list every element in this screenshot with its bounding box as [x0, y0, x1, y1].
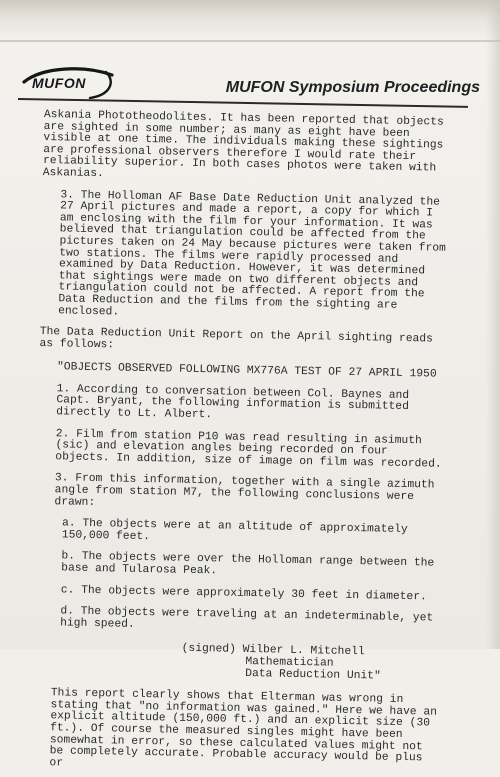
quote-item-1: 1. According to conversation between Col. Baynes and Capt. Bryant, the following information is submitted directly to Lt. Albert.	[56, 383, 410, 422]
document-content	[31, 110, 452, 777]
paragraph-4: This report clearly shows that Elterman was wrong in stating that "no information was gained." Here we have an explicit altitude (150,000 ft.) and an explicit size (30 ft.). Of course the measured singles might have been somewhat in error, so these calculated values might not be completely accurate. Probable accuracy would be plus or	[49, 687, 438, 770]
quote-item-d: d. The objects were traveling at an indeterminable, yet high speed.	[60, 605, 434, 631]
page-right-edge	[486, 0, 500, 649]
paragraph-3: The Data Reduction Unit Report on the April sighting reads as follows:	[39, 326, 433, 352]
quote-heading: "OBJECTS OBSERVED FOLLOWING MX776A TEST OF 27 APRIL 1950	[56, 361, 437, 381]
mufon-logo	[18, 64, 116, 100]
paragraph-2: 3. The Holloman AF Base Date Reduction Unit analyzed the 27 April pictures and made a report, a copy for which I am enclosing with the film for your information. It was believed that triangulation could be affected from the pictures taken on 24 May because pictures were taken from two stations. The films were rapidly processed and examined by Data Reduction. However, it was determined that sightings were made on two different objects and triangulation could not be affected. A report from the Data Reduction and the films from the sighting are enclosed.	[58, 188, 446, 318]
quote-item-3: 3. From this information, together with a single azimuth angle from station M7, the following conclusions were drawn:	[54, 472, 435, 509]
quote-item-a: a. The objects were at an altitude of approximately 150,000 feet.	[61, 517, 408, 543]
paragraph-1: Askania Phototheodolites. It has been reported that objects are sighted in some number; as many as eight have been visible at one time. The individuals making these sightings are professional observers therefore I would rate their reliability superior. In both cases photos were taken with Askanias.	[42, 109, 444, 181]
quote-item-b: b. The objects were over the Holloman range between the base and Tularosa Peak.	[61, 550, 435, 578]
signature-line-3: Data Reduction Unit"	[245, 667, 381, 683]
quote-item-2: 2. Film from station P10 was read resulting in asimuth (sic) and elevation angles being recorded on four objects. In addition, size of image on film was recorded.	[55, 427, 442, 471]
header-title: MUFON Symposium Proceedings	[225, 79, 480, 96]
page-fold-line	[0, 40, 500, 42]
signature-line-2: Mathematician	[245, 655, 334, 670]
quote-item-c: c. The objects were approximately 30 feet in diameter.	[60, 584, 427, 604]
signature-line-1: (signed) Wilber L. Mitchell	[181, 643, 365, 659]
signature-block	[181, 644, 442, 684]
scan-top-shadow	[0, 0, 500, 40]
logo-text: MUFON	[32, 75, 86, 91]
